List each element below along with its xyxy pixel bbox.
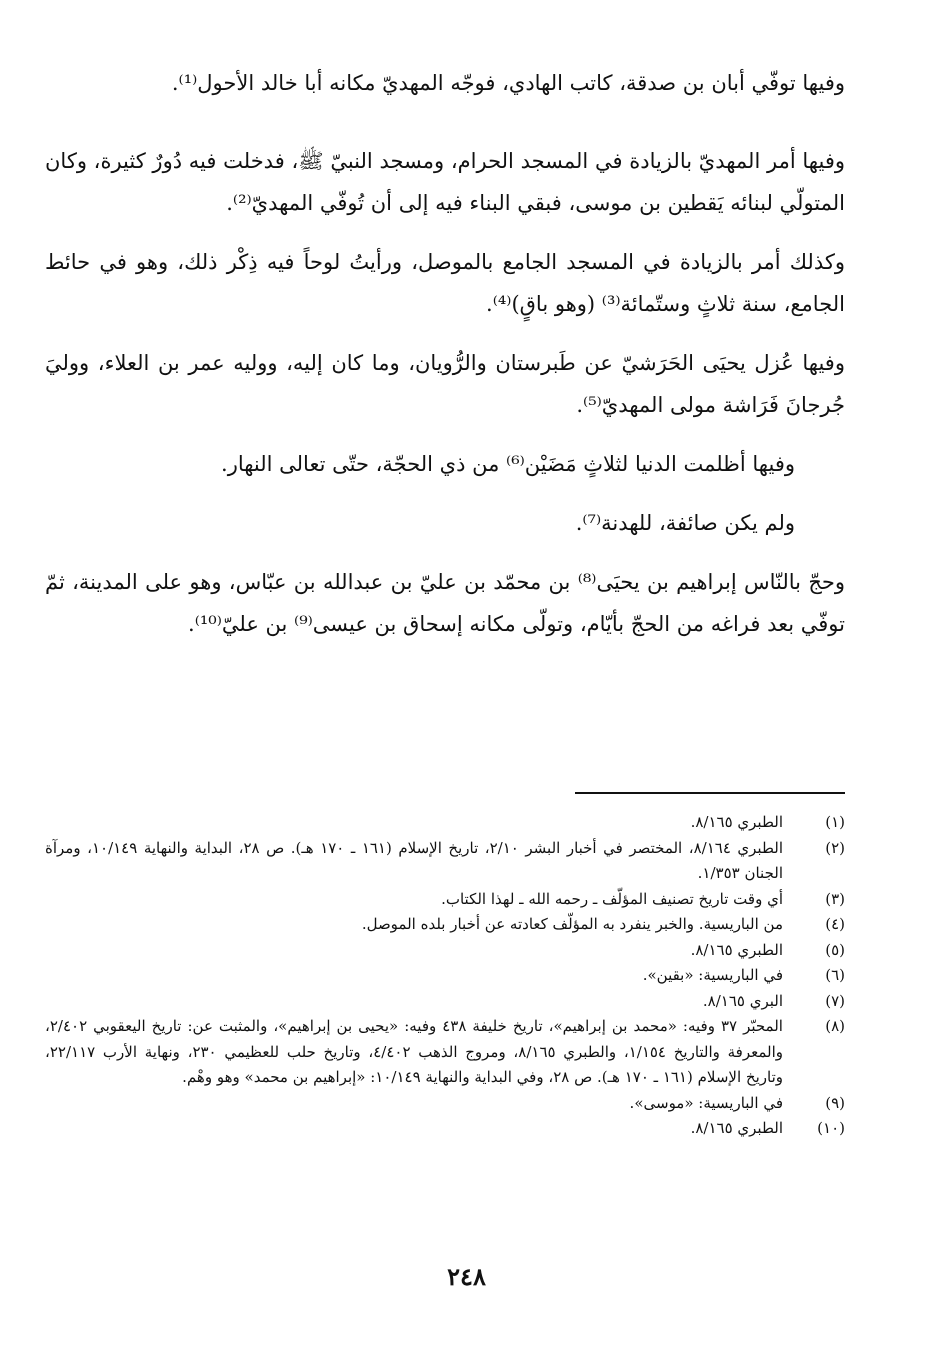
- paragraph: وفيها أمر المهديّ بالزيادة في المسجد الحرام، ومسجد النبيّ ﷺ، فدخلت فيه دُورٌ كثيرة، وكان المتولّي لبنائه يَقطين بن موسى، فبقي البناء فيه إلى أن تُوفّي المهديّ⁽²⁾.: [45, 149, 845, 215]
- footnote-number: (٩): [825, 1093, 845, 1112]
- footnote: [45, 1116, 845, 1142]
- footnote-text: البري ٨/١٦٥.: [702, 991, 783, 1010]
- footnote: [45, 836, 845, 887]
- paragraph: ولم يكن صائفة، للهدنة⁽⁷⁾.: [575, 511, 795, 535]
- footnote-number: (٥): [825, 940, 845, 959]
- footnote: [45, 1091, 845, 1117]
- footnote-text: من الباريسية. والخبر ينفرد به المؤلّف كعادته عن أخبار بلده الموصل.: [361, 915, 783, 933]
- paragraph: وفيها توفّي أبان بن صدقة، كاتب الهادي، فوجّه المهديّ مكانه أبا خالد الأحول⁽¹⁾.: [171, 71, 845, 95]
- footnote-text: الطبري ٨/١٦٥.: [690, 1119, 783, 1137]
- footnote-number: (٢): [825, 838, 845, 857]
- footnote-text: المحبّر ٣٧ وفيه: «محمد بن إبراهيم»، تاريخ خليفة ٤٣٨ وفيه: «يحيى بن إبراهيم»، والمثبت عن: تاريخ اليعقوبي ٢/٤٠٢، والمعرفة والتاريخ ١/١٥٤، والطبري ٨/١٦٥، ومروج الذهب ٤/٤٠٢، وتاريخ حلب للعظيمي ٢٣٠، ونهاية الأرب ٢٢/١١٧، وتاريخ الإسلام (١٦١ ـ ١٧٠ هـ). ص ٢٨، وفي البداية والنهاية ١٠/١٤٩: «إبراهيم بن محمد» وهو وهْم.: [45, 1017, 784, 1086]
- footnote-text: في الباريسية: «بقين».: [642, 966, 783, 984]
- footnote-text: الطبري ٨/١٦٥.: [690, 813, 783, 831]
- paragraph: وكذلك أمر بالزيادة في المسجد الجامع بالموصل، ورأيتُ لوحاً فيه ذِكْر ذلك، وهو في حائط الجامع، سنة ثلاثٍ وستّمائة⁽³⁾ (وهو باقٍ)⁽⁴⁾.: [45, 250, 845, 316]
- footnote: [45, 963, 845, 989]
- footnote-divider: [575, 792, 845, 794]
- paragraph: وفيها عُزل يحيَى الحَرَشيّ عن طَبرستان والرُّويان، وما كان إليه، ووليه عمر بن العلاء، ووليَ جُرجانَ فَرَاشة مولى المهديّ⁽⁵⁾.: [45, 351, 845, 417]
- footnote-number: (١): [825, 813, 845, 831]
- footnote-number: (٣): [825, 889, 845, 908]
- paragraph: وحجّ بالنّاس إبراهيم بن يحيَى⁽⁸⁾ بن محمّد بن عليّ بن عبدالله بن عبّاس، وهو على المدينة، ثمّ توفّي بعد فراغه من الحجّ بأيّام، وتولّى مكانه إسحاق بن عيسى⁽⁹⁾ بن عليّ⁽¹⁰⁾.: [45, 570, 845, 636]
- footnote-text: الطبري ٨/١٦٥.: [690, 940, 783, 959]
- footnote: [45, 938, 845, 964]
- footnote: [45, 912, 845, 938]
- footnote-text: أي وقت تاريخ تصنيف المؤلّف ـ رحمه الله ـ لهذا الكتاب.: [441, 889, 783, 908]
- footnote-text: الطبري ٨/١٦٤، المختصر في أخبار البشر ٢/١٠، تاريخ الإسلام (١٦١ ـ ١٧٠ هـ). ص ٢٨، البداية والنهاية ١٠/١٤٩، ومرآة الجنان ١/٣٥٣.: [45, 838, 783, 882]
- footnote-number: (٦): [825, 966, 845, 984]
- footnote-number: (١٠): [817, 1119, 845, 1137]
- footnotes: [45, 810, 845, 1142]
- footnote-number: (٤): [825, 915, 845, 933]
- footnote-number: (٨): [825, 1017, 845, 1035]
- footnote: [45, 1014, 845, 1091]
- footnote: [45, 989, 845, 1015]
- page-number: ٢٤٨: [447, 1262, 486, 1291]
- footnote: [45, 887, 845, 913]
- main-text: [45, 62, 845, 645]
- paragraph: وفيها أظلمت الدنيا لثلاثٍ مَضَيْن⁽⁶⁾ من ذي الحجّة، حتّى تعالى النهار.: [221, 452, 795, 476]
- footnote-text: في الباريسية: «موسى».: [629, 1093, 783, 1112]
- footnote-number: (٧): [825, 991, 845, 1010]
- footnote: [45, 810, 845, 836]
